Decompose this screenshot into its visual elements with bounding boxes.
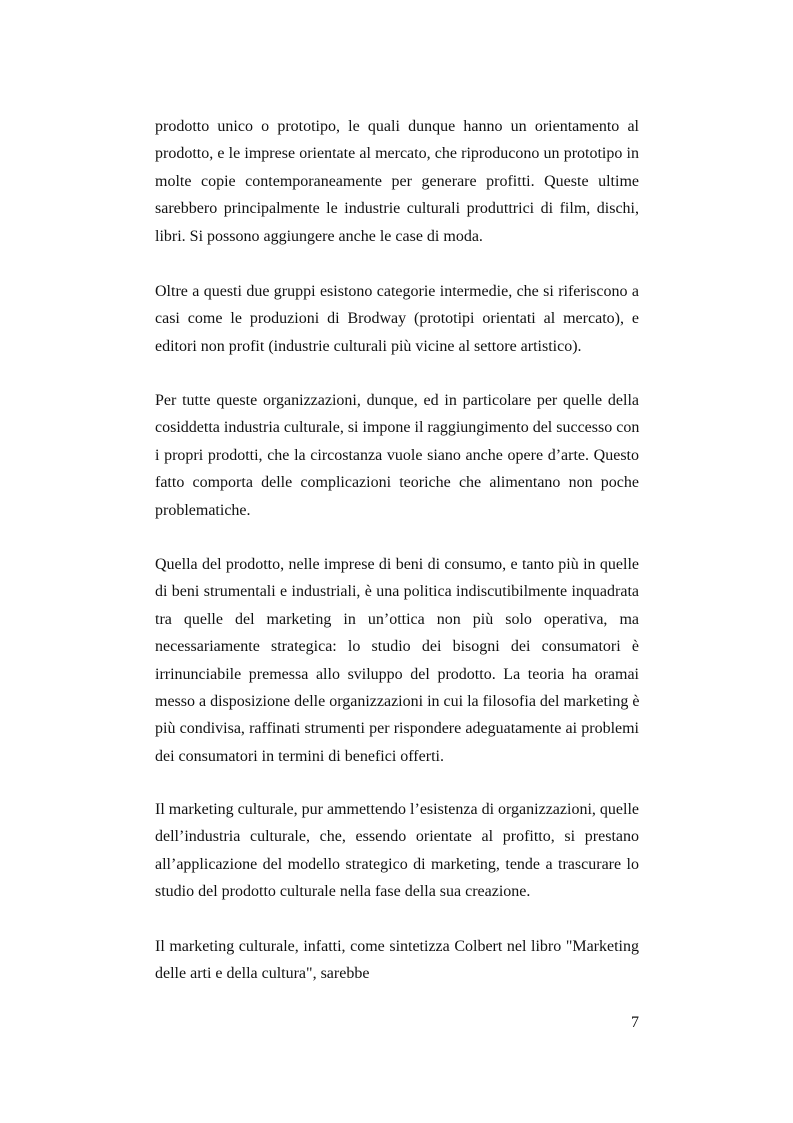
text-line: Quella del prodotto, nelle imprese di beni di consumo, e tanto più in quelle bbox=[155, 556, 639, 573]
text-line: prodotto, e le imprese orientate al mercato, che riproducono un prototipo in bbox=[155, 145, 639, 163]
text-line: di beni strumentali e industriali, è una politica indiscutibilmente inquadrata bbox=[155, 583, 639, 601]
text-line: Oltre a questi due gruppi esistono categorie intermedie, che si riferiscono a bbox=[155, 283, 639, 300]
paragraph-4 bbox=[155, 551, 639, 770]
text-line: più condivisa, raffinati strumenti per rispondere adeguatamente ai problemi bbox=[155, 720, 639, 738]
text-line: fatto comporta delle complicazioni teoriche che alimentano non poche bbox=[155, 474, 639, 492]
text-line: i propri prodotti, che la circostanza vuole siano anche opere d’arte. Questo bbox=[155, 446, 639, 464]
text-line: Il marketing culturale, infatti, come sintetizza Colbert nel libro "Marketing bbox=[155, 938, 639, 955]
text-line: molte copie contemporaneamente per generare profitti. Queste ultime bbox=[155, 172, 639, 190]
paragraph-1 bbox=[155, 113, 639, 250]
text-line: sarebbero principalmente le industrie culturali produttrici di film, dischi, bbox=[155, 200, 639, 218]
paragraph-3 bbox=[155, 387, 639, 524]
paragraph-6 bbox=[155, 933, 639, 988]
text-line: Per tutte queste organizzazioni, dunque, ed in particolare per quelle della bbox=[155, 392, 639, 409]
text-line: necessariamente strategica: lo studio dei bisogni dei consumatori è bbox=[155, 638, 639, 656]
paragraph-5 bbox=[155, 796, 639, 906]
text-line: casi come le produzioni di Brodway (prototipi orientati al mercato), e bbox=[155, 310, 639, 328]
text-line: dell’industria culturale, che, essendo orientate al profitto, si prestano bbox=[155, 828, 639, 846]
text-line: editori non profit (industrie culturali più vicine al settore artistico). bbox=[155, 337, 582, 355]
text-line: cosiddetta industria culturale, si impone il raggiungimento del successo con bbox=[155, 419, 640, 437]
text-line: libri. Si possono aggiungere anche le case di moda. bbox=[155, 227, 483, 245]
text-line: delle arti e della cultura", sarebbe bbox=[155, 965, 370, 983]
paragraph-2 bbox=[155, 278, 639, 360]
text-line: irrinunciabile premessa allo sviluppo del prodotto. La teoria ha oramai bbox=[155, 665, 639, 683]
text-line: problematiche. bbox=[155, 501, 251, 519]
page-number: 7 bbox=[631, 1014, 639, 1031]
text-line: Il marketing culturale, pur ammettendo l’esistenza di organizzazioni, quelle bbox=[155, 801, 639, 818]
text-line: tra quelle del marketing in un’ottica non più solo operativa, ma bbox=[155, 610, 639, 628]
text-line: all’applicazione del modello strategico di marketing, tende a trascurare lo bbox=[155, 855, 639, 873]
text-line: messo a disposizione delle organizzazioni in cui la filosofia del marketing è bbox=[155, 692, 640, 710]
text-line: studio del prodotto culturale nella fase della sua creazione. bbox=[155, 883, 531, 901]
text-line: dei consumatori in termini di benefici offerti. bbox=[155, 747, 444, 765]
text-line: prodotto unico o prototipo, le quali dunque hanno un orientamento al bbox=[155, 118, 639, 135]
